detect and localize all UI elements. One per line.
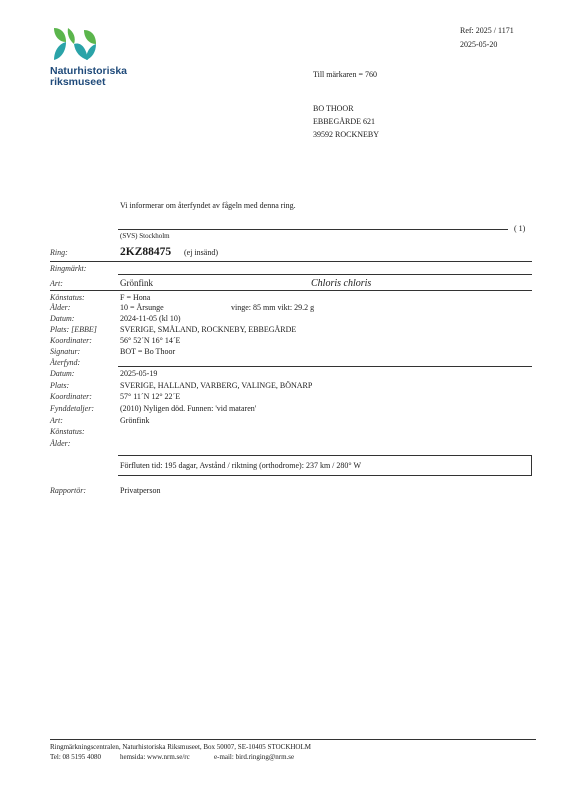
rule-art [50, 290, 532, 291]
rule-summary-top [118, 455, 532, 456]
footer-email: e-mail: bird.ringing@nrm.se [214, 753, 295, 761]
label-plats-recovery: Plats: [50, 381, 70, 390]
label-ringmarkt: Ringmärkt: [50, 264, 87, 273]
page-mark: ( 1) [514, 224, 526, 233]
logo-name-line2: riksmuseet [50, 76, 106, 88]
label-datum-recovery: Datum: [50, 369, 75, 378]
measurements-value: vinge: 85 mm vikt: 29.2 g [231, 303, 315, 312]
label-konstatus: Könstatus: [50, 293, 85, 302]
label-konstatus-recovery: Könstatus: [50, 427, 85, 436]
rule-ringmarkt [118, 274, 532, 275]
reporter-value: Privatperson [120, 486, 161, 495]
elapsed-distance-summary: Förfluten tid: 195 dagar, Avstånd / riktning (orthodrome): 237 km / 280° W [120, 461, 361, 470]
ring-number: 2KZ88475 [120, 246, 172, 258]
ring-note: (ej insänd) [184, 248, 218, 257]
scheme-rule [118, 229, 508, 230]
recovery-coordinates: 57° 11´N 12° 22´E [120, 392, 181, 401]
recipient-line: Till märkaren = 760 [313, 70, 377, 79]
address-line-3: 39592 ROCKNEBY [313, 130, 380, 139]
species-swedish: Grönfink [120, 278, 153, 288]
ringing-scheme: (SVS) Stockholm [120, 232, 170, 240]
logo [50, 26, 127, 88]
rule-summary-bottom [118, 475, 532, 476]
recovery-date: 2025-05-19 [120, 369, 158, 378]
footer-rule [50, 739, 536, 740]
intro-text: Vi informerar om återfyndet av fågeln med denna ring. [120, 201, 296, 210]
age-value: 10 = Årsunge [120, 303, 164, 312]
recovery-species: Grönfink [120, 416, 150, 425]
address-line-1: BO THOOR [313, 104, 354, 113]
footer-phone: Tel: 08 5195 4080 [50, 753, 102, 761]
label-signatur: Signatur: [50, 347, 81, 356]
letter-date: 2025-05-20 [460, 40, 498, 49]
label-plats-ebbe: Plats: [EBBE] [50, 325, 97, 334]
logo-leaves-icon [50, 26, 100, 62]
recovery-place: SVERIGE, HALLAND, VARBERG, VALINGE, BÖNARP [120, 381, 313, 390]
label-alder: Ålder: [50, 303, 71, 312]
footer-website: hemsida: www.nrm.se/rc [120, 753, 190, 761]
reference-number: Ref: 2025 / 1171 [460, 26, 514, 35]
rule-summary-right [531, 455, 532, 475]
ringing-place: SVERIGE, SMÅLAND, ROCKNEBY, EBBEGÅRDE [120, 325, 297, 334]
logo-name-line1: Naturhistoriska [50, 65, 128, 77]
ringing-date: 2024-11-05 (kl 10) [120, 314, 181, 323]
label-ring: Ring: [50, 248, 68, 257]
label-rapportor: Rapportör: [50, 486, 86, 495]
rule-ring [50, 261, 532, 262]
recovery-details: (2010) Nyligen död. Funnen: 'vid mataren' [120, 404, 257, 413]
label-koordinater-recovery: Koordinater: [50, 392, 92, 401]
address-line-2: EBBEGÅRDE 621 [313, 117, 375, 126]
label-koordinater: Koordinater: [50, 336, 92, 345]
rule-aterfynd [118, 366, 532, 367]
species-latin: Chloris chloris [311, 278, 372, 289]
sex-value: F = Hona [120, 293, 151, 302]
label-aterfynd: Återfynd: [50, 358, 81, 367]
label-art: Art: [50, 279, 63, 288]
footer-address: Ringmärkningscentralen, Naturhistoriska Riksmuseet, Box 50007, SE-10405 STOCKHOLM [50, 743, 311, 751]
ringer-signature: BOT = Bo Thoor [120, 347, 176, 356]
label-fynddetaljer: Fynddetaljer: [50, 404, 94, 413]
label-alder-recovery: Ålder: [50, 439, 71, 448]
label-datum: Datum: [50, 314, 75, 323]
label-art-recovery: Art: [50, 416, 63, 425]
ringing-coordinates: 56° 52´N 16° 14´E [120, 336, 181, 345]
